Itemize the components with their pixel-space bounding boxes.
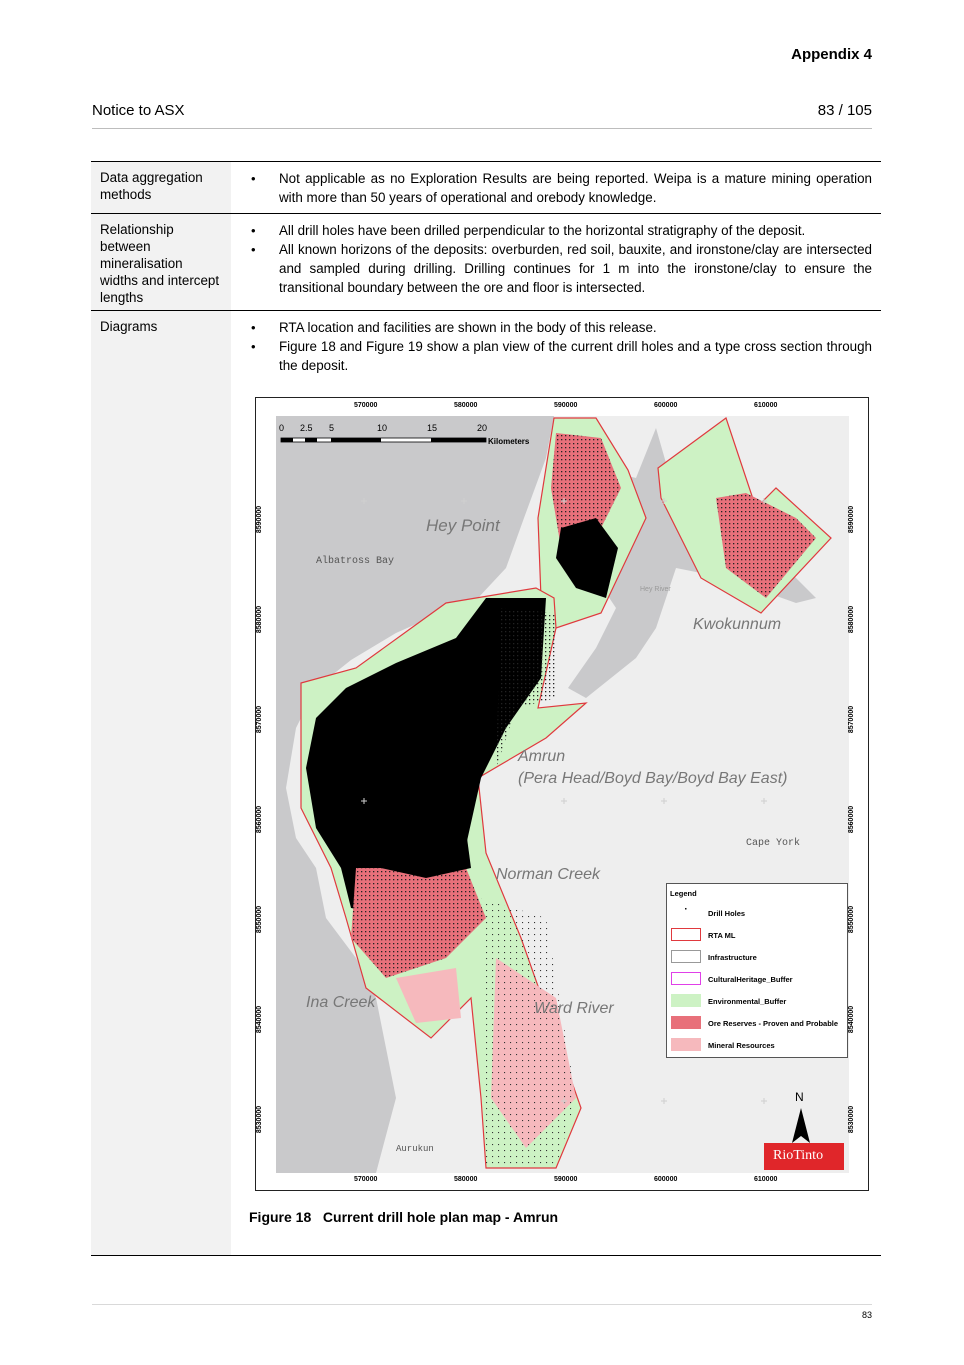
y-ticks-right <box>848 398 864 1190</box>
y-tick: 8540000 <box>848 1005 856 1034</box>
figure-caption: Figure 18 Current drill hole plan map - Amrun <box>249 1209 559 1225</box>
place-label: Cape York <box>746 838 801 849</box>
criteria-label: Data aggregation methods <box>91 162 231 214</box>
criteria-label: Relationship between mineralisation widths and intercept lengths <box>91 214 231 311</box>
place-label: Hey River <box>640 586 671 593</box>
x-tick: 570000 <box>354 402 378 409</box>
y-tick: 8530000 <box>848 1105 856 1134</box>
scale-label: 0 <box>279 423 285 433</box>
x-tick: 600000 <box>654 1176 678 1183</box>
doc-title: Notice to ASX <box>92 102 185 119</box>
page-header <box>92 102 872 129</box>
x-tick: 580000 <box>454 1176 478 1183</box>
legend-label: Mineral Resources <box>708 1041 775 1050</box>
y-tick: 8550000 <box>848 905 856 934</box>
y-tick: 8540000 <box>256 1005 264 1034</box>
legend-label: Drill Holes <box>708 909 746 918</box>
page-number: 83 <box>861 1310 872 1320</box>
y-tick: 8570000 <box>256 705 264 734</box>
y-tick: 8590000 <box>848 505 856 534</box>
x-tick: 600000 <box>654 402 678 409</box>
x-tick: 570000 <box>354 1176 378 1183</box>
drill-hole-map <box>255 397 869 1191</box>
map-legend <box>666 883 848 1058</box>
y-tick: 8530000 <box>256 1105 264 1134</box>
env-buffer-swatch <box>671 994 701 1007</box>
y-tick: 8570000 <box>848 705 856 734</box>
legend-label: RTA ML <box>708 931 736 940</box>
resource-swatch <box>671 1038 701 1051</box>
cultural-swatch <box>671 972 701 985</box>
page-counter: 83 / 105 <box>817 102 872 119</box>
place-label: Ward River <box>534 1000 614 1017</box>
y-tick: 8580000 <box>256 605 264 634</box>
scale-label: 10 <box>377 423 388 433</box>
table-row <box>91 214 881 311</box>
scale-label: 5 <box>329 423 335 433</box>
scale-label: 15 <box>427 423 438 433</box>
place-label: Ina Creek <box>306 994 376 1011</box>
scale-label: 20 <box>477 423 488 433</box>
table-row <box>91 311 881 1256</box>
place-label: Norman Creek <box>496 866 601 883</box>
bullet: • All known horizons of the deposits: overburden, red soil, bauxite, and ironstone/clay are intersected and sampled during drilling. Drilling continues for 1 m into the ironstone/clay to ensure the transitional boundary between the ore and floor is intersected. <box>249 240 872 297</box>
scale-bar <box>281 438 486 442</box>
drill-hole-swatch: · <box>684 904 688 915</box>
map-svg <box>256 398 868 1190</box>
legend-label: Infrastructure <box>708 953 757 962</box>
place-label: (Pera Head/Boyd Bay/Boyd Bay East) <box>518 770 788 787</box>
scale-label: 2.5 <box>300 423 313 433</box>
legend-label: Environmental_Buffer <box>708 997 787 1006</box>
legend-label: Ore Reserves - Proven and Probable <box>708 1019 839 1028</box>
x-tick: 590000 <box>554 402 578 409</box>
place-label: Amrun <box>518 748 566 765</box>
criteria-label: Diagrams <box>91 311 231 1256</box>
north-label: N <box>795 1090 804 1104</box>
x-ticks-top <box>256 402 868 412</box>
commentary <box>231 311 881 1256</box>
mined-south <box>381 793 471 878</box>
x-ticks-bottom <box>256 1176 868 1186</box>
y-tick: 8560000 <box>848 805 856 834</box>
legend-label: CulturalHeritage_Buffer <box>708 975 793 984</box>
place-label: Albatross Bay <box>316 556 395 567</box>
y-tick: 8590000 <box>256 505 264 534</box>
y-tick: 8560000 <box>256 805 264 834</box>
bullet: • All drill holes have been drilled perpendicular to the horizontal stratigraphy of the deposit. <box>249 221 872 240</box>
bullet: • RTA location and facilities are shown in the body of this release. <box>249 318 872 337</box>
x-tick: 610000 <box>754 1176 778 1183</box>
legend-title: Legend <box>670 889 697 898</box>
place-label: Hey Point <box>426 516 500 535</box>
bullet: • Figure 18 and Figure 19 show a plan view of the current drill holes and a type cross section through the deposit. <box>249 337 872 375</box>
lease-swatch <box>671 928 701 941</box>
y-tick: 8550000 <box>256 905 264 934</box>
commentary <box>231 162 881 214</box>
table-row <box>91 162 881 214</box>
x-tick: 610000 <box>754 402 778 409</box>
x-tick: 590000 <box>554 1176 578 1183</box>
x-tick: 580000 <box>454 402 478 409</box>
place-label: Aurukun <box>396 1144 434 1154</box>
y-tick: 8580000 <box>848 605 856 634</box>
infrastructure-swatch <box>671 950 701 963</box>
bullet: • Not applicable as no Exploration Results are being reported. Weipa is a mature mining operation with more than 50 years of operational and orebody knowledge. <box>249 169 872 207</box>
logo-text: RioTinto <box>773 1148 824 1163</box>
commentary <box>231 214 881 311</box>
page-footer <box>92 1304 872 1320</box>
appendix-label: Appendix 4 <box>791 46 872 63</box>
y-ticks-left <box>256 398 272 1190</box>
ore-swatch <box>671 1016 701 1029</box>
place-label: Kwokunnum <box>693 616 782 633</box>
criteria-table <box>91 161 881 1256</box>
scale-unit: Kilometers <box>488 437 530 446</box>
